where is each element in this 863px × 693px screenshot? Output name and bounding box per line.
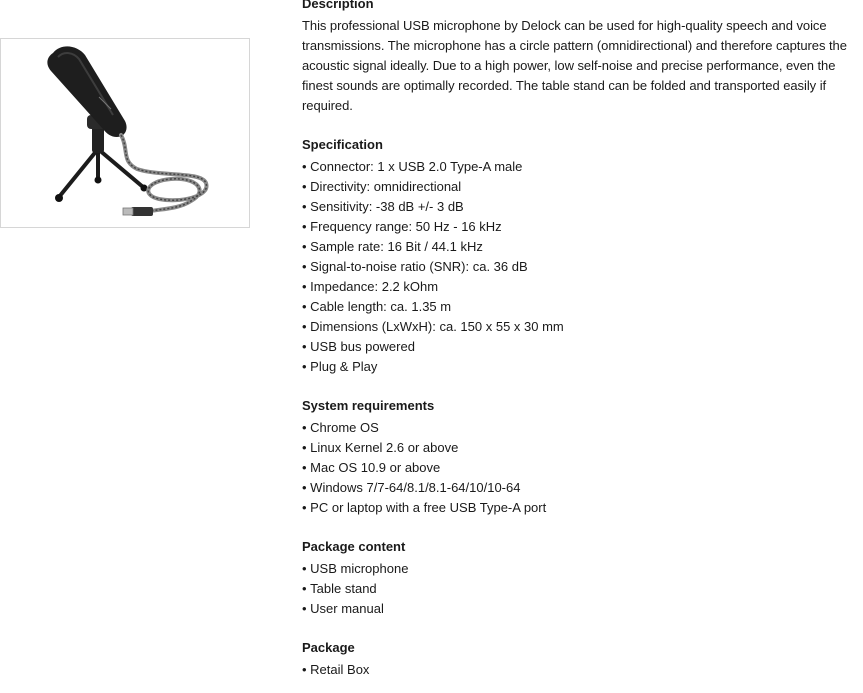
package-list [302, 660, 863, 680]
list-item: • Table stand [302, 579, 863, 599]
product-details [302, 0, 863, 680]
description-text: This professional USB microphone by Delock can be used for high-quality speech and voice transmissions. The microphone has a circle pattern (omnidirectional) and therefore captures the acoustic signal ideally. Due to a high power, low self-noise and precise performance, even the finest sounds are optimally recorded. The table stand can be folded and transported easily if required. [302, 18, 847, 113]
list-item: • Frequency range: 50 Hz - 16 kHz [302, 217, 863, 237]
package-content-list [302, 559, 863, 619]
list-item: • Mac OS 10.9 or above [302, 458, 863, 478]
list-item: • PC or laptop with a free USB Type-A port [302, 498, 863, 518]
list-item: • USB microphone [302, 559, 863, 579]
list-item: • Retail Box [302, 660, 863, 680]
list-item: • Linux Kernel 2.6 or above [302, 438, 863, 458]
list-item: • Impedance: 2.2 kOhm [302, 277, 863, 297]
list-item: • User manual [302, 599, 863, 619]
list-item: • Signal-to-noise ratio (SNR): ca. 36 dB [302, 257, 863, 277]
list-item: • Chrome OS [302, 418, 863, 438]
specification-heading: Specification [302, 137, 383, 152]
description-heading: Description [302, 0, 374, 11]
product-image [0, 38, 250, 228]
list-item: • Cable length: ca. 1.35 m [302, 297, 863, 317]
system-requirements-heading: System requirements [302, 398, 435, 413]
list-item: • Plug & Play [302, 357, 863, 377]
list-item: • Dimensions (LxWxH): ca. 150 x 55 x 30 mm [302, 317, 863, 337]
usb-microphone-icon [1, 39, 249, 227]
list-item: • Sample rate: 16 Bit / 44.1 kHz [302, 237, 863, 257]
specification-list [302, 157, 863, 377]
system-requirements-list [302, 418, 863, 518]
list-item: • Windows 7/7-64/8.1/8.1-64/10/10-64 [302, 478, 863, 498]
package-heading: Package [302, 640, 355, 655]
package-content-heading: Package content [302, 539, 406, 554]
list-item: • Directivity: omnidirectional [302, 177, 863, 197]
list-item: • USB bus powered [302, 337, 863, 357]
list-item: • Sensitivity: -38 dB +/- 3 dB [302, 197, 863, 217]
list-item: • Connector: 1 x USB 2.0 Type-A male [302, 157, 863, 177]
